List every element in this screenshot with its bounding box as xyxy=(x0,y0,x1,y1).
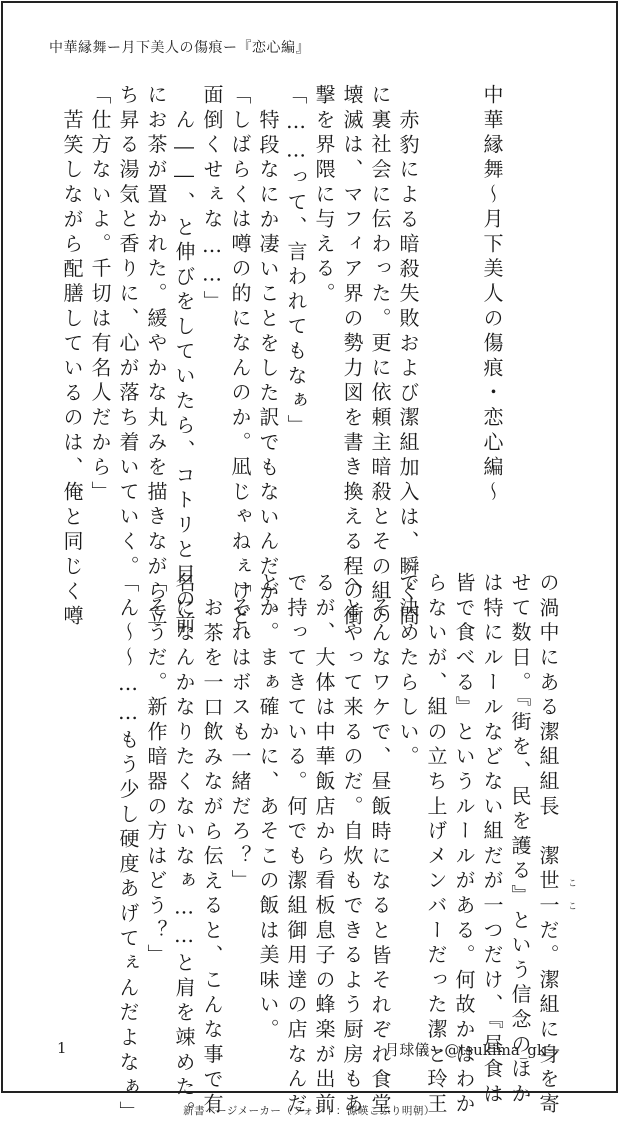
text-column: 特段なにか凄いことをした訳でもないんだが。 xyxy=(256,109,280,630)
text-column: 撃を界隈に与える。 xyxy=(312,84,336,308)
text-column: にお茶が置かれた。緩やかな丸みを描きながら立 xyxy=(144,84,168,630)
text-column: 壊滅は、マフィア界の勢力図を書き換える程の衝 xyxy=(340,84,364,630)
author-credit: 月球儀ー@tsukima_gkー xyxy=(384,1041,561,1059)
text-column: 面倒くせぇな……」 xyxy=(200,84,224,316)
ruby-annotation: ここ xyxy=(566,878,576,924)
text-column: は特にルールなどない組だが一つだけ、『昼食は xyxy=(480,572,504,1108)
chapter-title: 中華縁舞～月下美人の傷痕・恋心編～ xyxy=(480,84,504,506)
page-number: 1 xyxy=(57,1039,67,1057)
dialogue-column: 「仕方ないよ。千切は有名人だから」 xyxy=(88,84,112,506)
text-column: 皆で食べる』というルールがある。何故かはわか xyxy=(452,572,476,1118)
dialogue-column: 「ん～～……もう少し硬度あげてぇんだよなぁ」 xyxy=(116,572,140,1126)
text-column: そんなワケで、昼飯時になると皆それぞれ食堂 xyxy=(368,597,392,1118)
text-column: るが、大体は中華飯店から看板息子の蜂楽が出前 xyxy=(312,572,336,1118)
dialogue-column: 「しばらくは噂の的になんのか。凪じゃねぇけど、 xyxy=(228,84,252,655)
dialogue-column: 「……って、言われてもなぁ」 xyxy=(284,84,308,440)
text-column: の渦中にある潔組組長 潔世一だ。潔組に身を寄 xyxy=(536,572,560,1118)
text-column: らないが、組の立ち上げメンバーだった潔と玲王 xyxy=(424,572,448,1118)
text-column: 赤豹による暗殺失敗および潔組加入は、瞬く間 xyxy=(396,109,420,630)
top-text-block xyxy=(3,84,616,655)
generator-credit: 新書ページメーカー（フォント：源暎こぶり明朝） xyxy=(183,1105,435,1117)
text-column: に裏社会に伝わった。更に依頼主暗殺とその組の xyxy=(368,84,392,630)
text-column: へとやって来るのだ。自炊もできるよう厨房もあ xyxy=(340,572,364,1118)
text-column: お茶を一口飲みながら伝えると、こんな事で有 xyxy=(200,597,224,1118)
running-header: 中華縁舞ー月下美人の傷痕ー『恋心編』 xyxy=(49,40,310,56)
dialogue-column: 「それはボスも一緒だろ？」 xyxy=(228,572,252,895)
text-column: で決めたらしい。 xyxy=(396,572,420,771)
text-column: とか。まぁ確かに、あそこの飯は美味い。 xyxy=(256,572,280,1044)
text-column: ん――、と伸びをしていたら、コトリと目の前 xyxy=(172,109,196,638)
dialogue-column: 「そうだ。新作暗器の方はどう？」 xyxy=(144,572,168,969)
text-column: 苦笑しながら配膳しているのは、俺と同じく噂 xyxy=(60,109,84,630)
text-column: せて数日。『街を、民を護る』という信念のほか xyxy=(508,572,532,1108)
text-column: で持ってきている。何でも潔組御用達の店なんだ xyxy=(284,572,308,1118)
text-column: 名になんかなりたくないなぁ……と肩を竦めた。 xyxy=(172,572,196,1126)
text-column: ち昇る湯気と香りに、心が落ち着いていく。 xyxy=(116,84,140,580)
